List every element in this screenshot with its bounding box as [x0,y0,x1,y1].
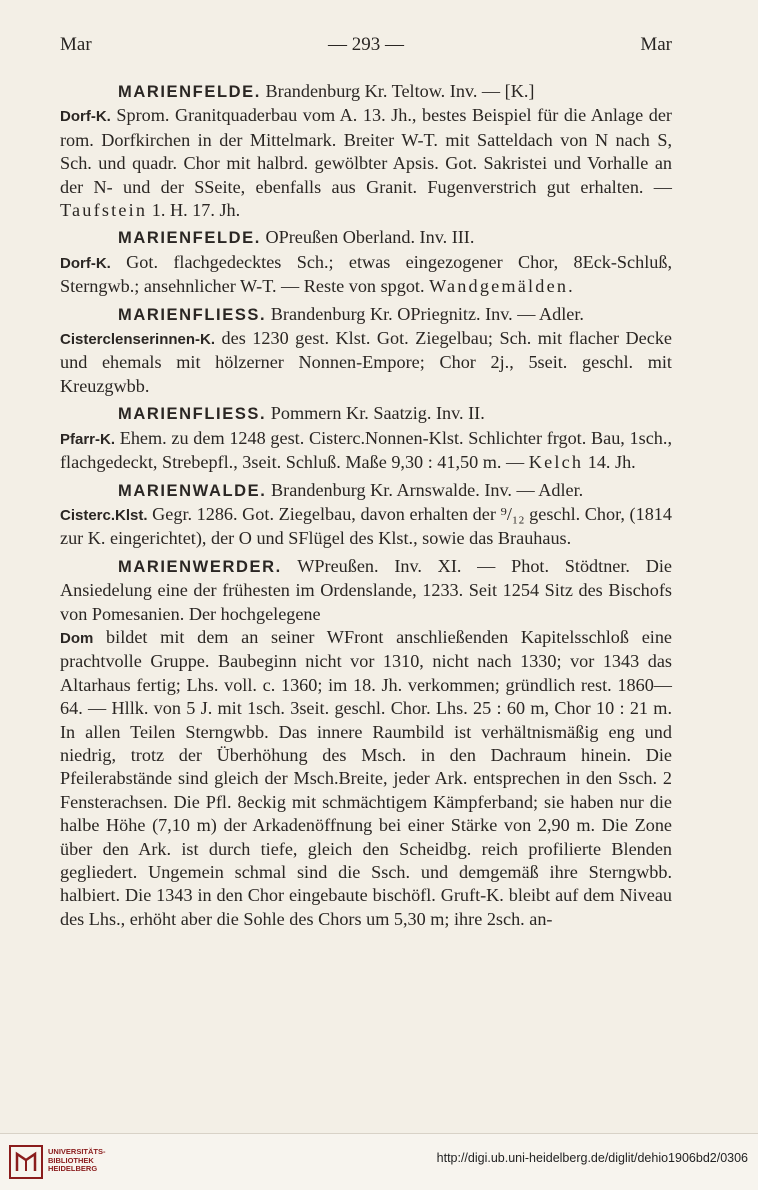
entry-paragraph [60,303,672,399]
entry-tail: 14. Jh. [583,452,636,473]
entry-text: bildet mit dem an seiner WFront anschließenden Kapitelsschloß eine prachtvolle Gruppe. Baubeginn nicht vor 1310, nicht nach 1330; vor 1343 das Altarhaus fertig; Lhs. voll. c. 1360; im 18. Jh. verkommen; gründlich rest. 1860—64. — Hllk. von 5 J. mit 1sch. 3seit. geschl. Chor. Lhs. 25 : 60 m, Chor 10 : 21 m. In allen Teilen Sterngwbb. Das innere Raumbild ist verhältnismäßig eng und niedrig, trotz der Überhöhung des Msch. in den Dachraum hinein. Die Pfeilerabstände sind gleich der Msch.Breite, jeder Ark. entsprechen in den Ssch. 2 Fensterachsen. Die Pfl. 8eckig mit schmächtigem Kämpferband; sie haben nur die halbe Höhe (7,10 m) der Arkadenöffnung bei einer Stärke von 2,90 m. Die Zone über den Ark. ist durch tiefe, gleich den Scheidbg. reich profilierte Blenden gegliedert. Ungemein schmal sind die Ssch. und demgemäß ihre Sterngwbb. halbiert. Die 1343 in den Chor eingebaute bischöfl. Gruft-K. bleibt auf dem Niveau des Lhs., erhöht aber die Sohle des Chors um 5,30 m; ihre 2sch. an- [60,626,672,929]
place-name: MARIENWERDER. [118,557,282,576]
entry-text: Got. flachgedecktes Sch.; etwas eingezogener Chor, 8Eck-Schluß, Sterngwb.; ansehnlicher W-T. — Reste von spgot. [60,251,672,297]
entry-paragraph [60,80,672,222]
place-name: MARIENFELDE. [118,229,261,248]
place-name: MARIENFELDE. [118,83,261,101]
entry-paragraph [60,555,672,932]
region-text: Brandenburg Kr. Arnswalde. Inv. — Adler. [266,479,584,500]
building-type: Dom [60,629,94,647]
book-page [60,34,672,931]
building-type: Dorf-K. [60,254,111,272]
gazetteer-entry [60,555,672,932]
library-name: UNIVERSITÄTS- BIBLIOTHEK HEIDELBERG [48,1147,106,1173]
library-logo-icon [8,1144,44,1180]
gazetteer-entry [60,226,672,298]
place-name: MARIENWALDE. [118,481,267,500]
region-text: Pommern Kr. Saatzig. Inv. II. [266,403,485,424]
place-name: MARIENFLIESS. [118,405,267,424]
region-text: WPreußen. Inv. XI. — Phot. Stödtner. Die Ansiedelung eine der frühesten im Ordenslande, 1233. Seit 1254 Sitz des Bischofs von Pomesanien. Der hochgelegene [60,555,672,624]
region-text: Brandenburg Kr. Teltow. Inv. — [K.] [260,81,535,101]
emphasized-term: Wandgemälden [429,276,569,297]
entry-text: Gegr. 1286. Got. Ziegelbau, davon erhalten der ⁹/₁₂ geschl. Chor, (1814 zur K. eingerichtet), der O und SFlügel des Klst., sowie das Brauhaus. [60,503,672,549]
place-name: MARIENFLIESS. [118,305,267,324]
gazetteer-entry [60,303,672,399]
entry-tail: . [568,276,573,297]
running-header [60,34,672,56]
region-text: OPreußen Oberland. Inv. III. [260,227,475,248]
gazetteer-entry [60,402,672,474]
building-type: Cisterclenserinnen-K. [60,331,216,349]
footer-bar [0,1133,758,1190]
entry-text: Ehem. zu dem 1248 gest. Cisterc.Nonnen-Klst. Schlichter frgot. Bau, 1sch., flachgedeckt, Strebepfl., 3seit. Schluß. Maße 9,30 : 41,50 m. — [60,427,672,473]
entry-paragraph [60,226,672,298]
header-left: Mar [60,34,92,55]
entries-list [60,80,672,931]
emphasized-term: Taufstein [60,200,148,221]
entry-text: Sprom. Granitquaderbau vom A. 13. Jh., bestes Beispiel für die Anlage der rom. Dorfkirchen in der Mittelmark. Breiter W-T. mit Satteldach von N nach S, Sch. und quadr. Chor mit halbrd. gewölbter Apsis. Got. Sakristei und Vorhalle an der N- und der SSeite, ebenfalls aus Granit. Fugenverstrich gut erhalten. — [60,105,672,197]
gazetteer-entry [60,479,672,551]
entry-paragraph [60,402,672,474]
source-link[interactable]: http://digi.ub.uni-heidelberg.de/diglit/dehio1906bd2/0306 [436,1151,748,1165]
header-right: Mar [640,34,672,55]
building-type: Pfarr-K. [60,430,116,448]
entry-text: des 1230 gest. Klst. Got. Ziegelbau; Sch. mit flacher Decke und ehemals mit hölzerner Nonnen-Empore; Chor 2j., 5seit. geschl. mit Kreuzgwbb. [60,328,672,396]
entry-tail: 1. H. 17. Jh. [147,200,241,221]
building-type: Dorf-K. [60,108,111,126]
page-number: — 293 — [328,34,404,55]
gazetteer-entry [60,80,672,222]
entry-paragraph [60,479,672,551]
region-text: Brandenburg Kr. OPriegnitz. Inv. — Adler. [266,303,584,324]
emphasized-term: Kelch [528,452,584,473]
building-type: Cisterc.Klst. [60,506,148,524]
